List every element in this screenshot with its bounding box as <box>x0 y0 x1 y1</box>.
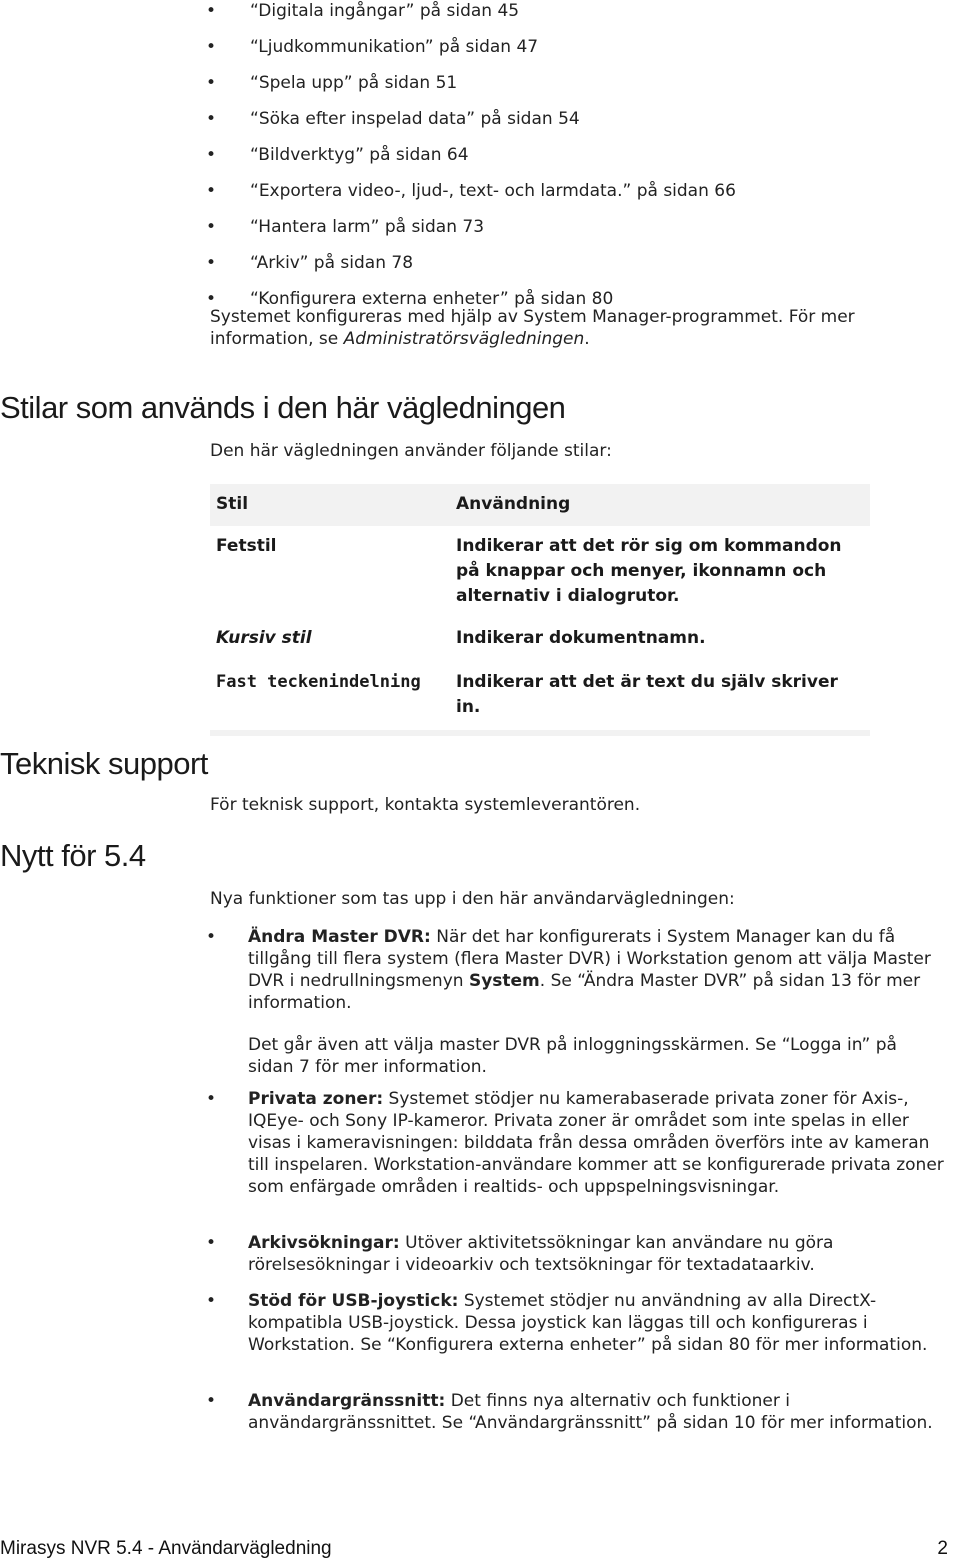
bullet-icon: • <box>206 181 217 201</box>
bullet-icon: • <box>206 927 217 947</box>
list-item: • Stöd för USB-joystick: Systemet stödjer nu användning av alla DirectX-kompatibla USB-joystick. Dessa joystick kan läggas till och konfigureras i Workstation. Se “Konfigurera externa enheter” på sidan 80 för mer information. <box>206 1291 928 1355</box>
style-usage-mono: Indikerar att det är text du själv skriver in. <box>456 672 838 717</box>
style-usage-bold: Indikerar att det rör sig om kommandon på knappar och menyer, ikonnamn och alternativ i dialogrutor. <box>456 536 842 606</box>
bullet-icon: • <box>206 217 217 237</box>
page-number: 2 <box>937 1538 948 1559</box>
doc-link[interactable]: Administratörsvägledningen <box>343 329 585 349</box>
footer-divider <box>0 1530 960 1531</box>
footer-title: Mirasys NVR 5.4 - Användarvägledning <box>0 1538 332 1559</box>
list-item[interactable]: • “Arkiv” på sidan 78 <box>206 253 414 273</box>
list-item[interactable]: • “Bildverktyg” på sidan 64 <box>206 145 469 165</box>
style-usage-italic: Indikerar dokumentnamn. <box>456 628 706 648</box>
support-text: För teknisk support, kontakta systemleverantören. <box>210 795 641 815</box>
bullet-icon: • <box>206 1391 217 1411</box>
column-header-usage: Användning <box>456 494 571 514</box>
bullet-icon: • <box>206 1089 217 1109</box>
bullet-icon: • <box>206 253 217 273</box>
list-item: • Ändra Master DVR: När det har konfigurerats i System Manager kan du få tillgång till flera system (flera Master DVR) i Workstation genom att välja Master DVR i nedrullningsmenyn System. Se “Ändra Master DVR” på sidan 13 för mer information. Det går även att välja master DVR på inloggningsskärmen. Se “Logga in” på sidan 7 för mer information. <box>206 927 931 1077</box>
bullet-icon: • <box>206 1291 217 1311</box>
bullet-icon: • <box>206 37 217 57</box>
bullet-icon: • <box>206 289 217 309</box>
list-item: • Användargränssnitt: Det finns nya alternativ och funktioner i användargränssnittet. Se “Användargränssnitt” på sidan 10 för mer information. <box>206 1391 933 1433</box>
list-item: • Arkivsökningar: Utöver aktivitetssökningar kan användare nu göra rörelsesökningar i videoarkiv och textsökningar för textadataarkiv. <box>206 1233 834 1275</box>
style-name-mono: Fast teckenindelning <box>216 672 421 692</box>
bullet-icon: • <box>206 1233 217 1253</box>
list-item[interactable]: • “Hantera larm” på sidan 73 <box>206 217 485 237</box>
system-manager-note: Systemet konfigureras med hjälp av System Manager-programmet. För mer information, se Administratörsvägledningen. <box>210 307 855 349</box>
list-item[interactable]: • “Ljudkommunikation” på sidan 47 <box>206 37 539 57</box>
section-heading-new: Nytt för 5.4 <box>0 838 146 873</box>
style-name-italic: Kursiv stil <box>216 628 312 648</box>
new-intro: Nya funktioner som tas upp i den här användarvägledningen: <box>210 889 735 909</box>
table-footer-rule <box>210 730 870 736</box>
reference-list <box>206 0 926 324</box>
list-item[interactable]: • “Söka efter inspelad data” på sidan 54 <box>206 109 580 129</box>
bullet-icon: • <box>206 145 217 165</box>
style-name-bold: Fetstil <box>216 536 277 556</box>
list-item[interactable]: • “Digitala ingångar” på sidan 45 <box>206 1 520 21</box>
bullet-icon: • <box>206 1 217 21</box>
list-item[interactable]: • “Exportera video-, ljud-, text- och larmdata.” på sidan 66 <box>206 181 736 201</box>
column-header-style: Stil <box>216 494 249 514</box>
styles-intro: Den här vägledningen använder följande stilar: <box>210 441 612 461</box>
bullet-icon: • <box>206 109 217 129</box>
section-heading-support: Teknisk support <box>0 746 208 781</box>
section-heading-styles: Stilar som används i den här vägledningen <box>0 390 566 425</box>
bullet-icon: • <box>206 73 217 93</box>
list-item[interactable]: • “Spela upp” på sidan 51 <box>206 73 458 93</box>
list-item: • Privata zoner: Systemet stödjer nu kamerabaserade privata zoner för Axis-, IQEye- och Sony IP-kameror. Privata zoner är området som inte spelas in eller visas i kameravisningen: bilddata från dessa områden överförs inte av kameran till inspelaren. Workstation-användare kommer att se konfigurerade privata zoner som enfärgade områden i realtids- och uppspelningsvisningar. <box>206 1089 944 1197</box>
list-item[interactable]: • “Konfigurera externa enheter” på sidan 80 <box>206 289 614 309</box>
